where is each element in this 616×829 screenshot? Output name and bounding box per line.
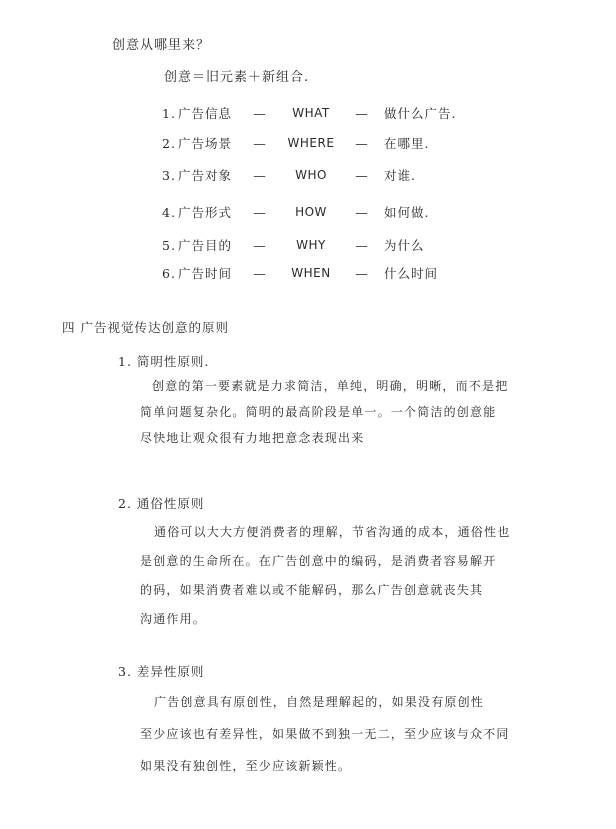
list-item xyxy=(162,134,429,152)
creativity-formula: 创意＝旧元素＋新组合. xyxy=(164,70,310,85)
item-meaning: 在哪里. xyxy=(384,136,430,151)
section-heading: 四 广告视觉传达创意的原则 xyxy=(62,320,229,335)
item-english: WHEN xyxy=(291,266,331,280)
item-english: HOW xyxy=(295,205,327,219)
item-english: WHAT xyxy=(292,106,330,120)
paragraph-line: 如果没有独创性，至少应该新颖性。 xyxy=(140,759,352,773)
dash-separator: — xyxy=(355,167,369,183)
paragraph-line: 尽快地让观众很有力地把意念表现出来 xyxy=(140,431,365,445)
list-item xyxy=(162,104,456,122)
dash-separator: — xyxy=(253,105,267,121)
paragraph-line: 的码，如果消费者难以或不能解码，那么广告创意就丧失其 xyxy=(140,583,484,597)
item-category: 广告对象 xyxy=(178,168,233,183)
item-meaning: 做什么广告. xyxy=(384,106,457,121)
item-meaning: 为什么 xyxy=(384,238,425,253)
item-number: 1. xyxy=(162,105,176,121)
dash-separator: — xyxy=(355,265,369,281)
principle-heading: 2. 通俗性原则 xyxy=(118,496,205,511)
item-category: 广告时间 xyxy=(178,266,233,281)
paragraph-line: 是创意的生命所在。在广告创意中的编码，是消费者容易解开 xyxy=(140,554,497,568)
item-number: 6. xyxy=(162,265,176,281)
list-item xyxy=(162,166,416,184)
dash-separator: — xyxy=(253,135,267,151)
item-english: WHO xyxy=(295,168,327,182)
item-meaning: 如何做. xyxy=(384,205,430,220)
dash-separator: — xyxy=(253,167,267,183)
dash-separator: — xyxy=(355,204,369,220)
item-number: 5. xyxy=(162,237,176,253)
list-item xyxy=(162,203,429,221)
dash-separator: — xyxy=(355,105,369,121)
principle-heading: 3. 差异性原则 xyxy=(118,664,205,679)
paragraph-line: 创意的第一要素就是力求简洁，单纯，明确，明晰，而不是把 xyxy=(152,379,509,393)
item-english: WHERE xyxy=(287,136,335,150)
dash-separator: — xyxy=(253,237,267,253)
item-number: 3. xyxy=(162,167,176,183)
dash-separator: — xyxy=(253,265,267,281)
dash-separator: — xyxy=(355,237,369,253)
item-english: WHY xyxy=(296,238,326,252)
item-category: 广告目的 xyxy=(178,238,233,253)
dash-separator: — xyxy=(253,204,267,220)
item-category: 广告形式 xyxy=(178,205,233,220)
item-number: 4. xyxy=(162,204,176,220)
paragraph-line: 至少应该也有差异性，如果做不到独一无二，至少应该与众不同 xyxy=(140,727,510,741)
paragraph-line: 沟通作用。 xyxy=(140,612,207,626)
page-title: 创意从哪里来？ xyxy=(112,38,211,53)
item-category: 广告场景 xyxy=(178,136,233,151)
dash-separator: — xyxy=(355,135,369,151)
paragraph-line: 通俗可以大大方便消费者的理解，节省沟通的成本，通俗性也 xyxy=(154,525,511,539)
item-meaning: 对谁. xyxy=(384,168,416,183)
list-item xyxy=(162,236,425,254)
list-item xyxy=(162,264,438,282)
paragraph-line: 简单问题复杂化。简明的最高阶段是单一。一个简洁的创意能 xyxy=(140,405,497,419)
item-number: 2. xyxy=(162,135,176,151)
principle-heading: 1. 简明性原则. xyxy=(118,354,210,369)
item-category: 广告信息 xyxy=(178,106,233,121)
item-meaning: 什么时间 xyxy=(384,266,439,281)
paragraph-line: 广告创意具有原创性，自然是理解起的，如果没有原创性 xyxy=(154,695,485,709)
